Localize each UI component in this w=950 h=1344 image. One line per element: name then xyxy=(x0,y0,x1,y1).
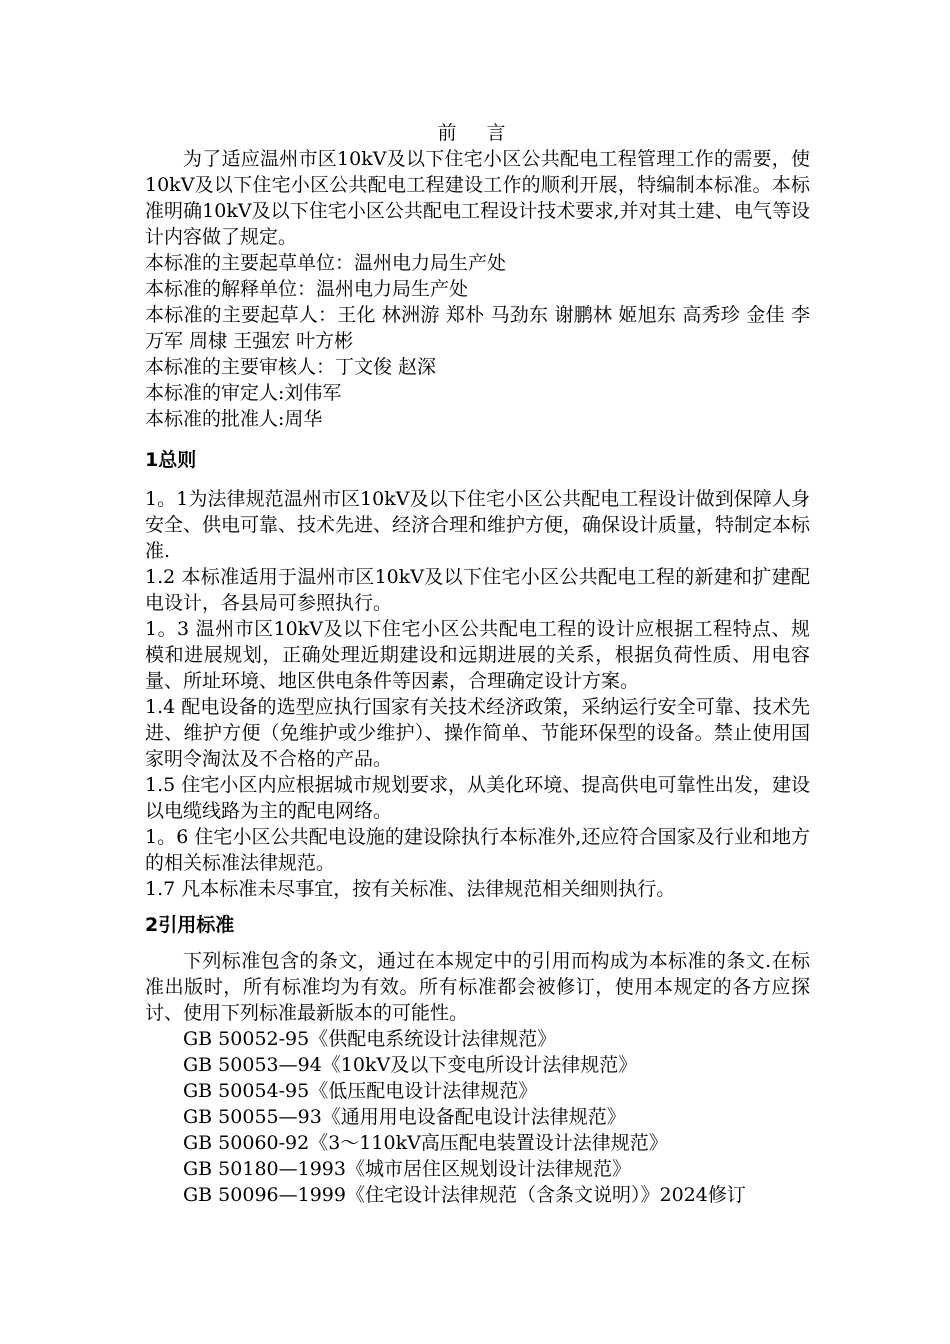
preface-title: 前 言 xyxy=(437,122,518,144)
drafters: 本标准的主要起草人：王化 林洲游 郑朴 马劲东 谢鹏林 姬旭东 高秀珍 金佳 李万军 周棣 王强宏 叶方彬 xyxy=(145,304,810,352)
standard-item: GB 50052-95《供配电系统设计法律规范》 xyxy=(183,1028,557,1050)
section-2-title: 2引用标准 xyxy=(145,914,235,936)
clause-1-4: 1.4 配电设备的选型应执行国家有关技术经济政策，采纳运行安全可靠、技术先进、维护方便（免维护或少维护）、操作简单、节能环保型的设备。禁止使用国家明令淘汰及不合格的产品。 xyxy=(145,696,810,770)
preface-intro: 为了适应温州市区10kV及以下住宅小区公共配电工程管理工作的需要，使10kV及以下住宅小区公共配电工程建设工作的顺利开展，特编制本标准。本标准明确10kV及以下住宅小区公共配电工程设计技术要求,并对其土建、电气等设计内容做了规定。 xyxy=(145,148,810,248)
standard-item: GB 50055—93《通用用电设备配电设计法律规范》 xyxy=(183,1106,626,1128)
clause-1-5: 1.5 住宅小区内应根据城市规划要求，从美化环境、提高供电可靠性出发，建设以电缆线路为主的配电网络。 xyxy=(145,774,810,822)
clause-1-7: 1.7 凡本标准未尽事宜，按有关标准、法律规范相关细则执行。 xyxy=(145,878,676,900)
standard-item: GB 50054-95《低压配电设计法律规范》 xyxy=(183,1080,538,1102)
standard-item: GB 50053—94《10kV及以下变电所设计法律规范》 xyxy=(183,1054,638,1076)
section-2-intro: 下列标准包含的条文，通过在本规定中的引用而构成为本标准的条文.在标准出版时，所有标准均为有效。所有标准都会被修订，使用本规定的各方应探讨、使用下列标准最新版本的可能性。 xyxy=(145,950,810,1024)
approver-check: 本标准的审定人:刘伟军 xyxy=(145,382,342,404)
drafting-unit: 本标准的主要起草单位：温州电力局生产处 xyxy=(145,252,507,274)
interpreting-unit: 本标准的解释单位：温州电力局生产处 xyxy=(145,278,469,300)
document-body xyxy=(145,120,810,1208)
clause-1-6: 1。6 住宅小区公共配电设施的建设除执行本标准外,还应符合国家及行业和地方的相关标准法律规范。 xyxy=(145,826,810,874)
standard-item: GB 50060-92《3～110kV高压配电装置设计法律规范》 xyxy=(183,1132,668,1154)
standard-item: GB 50180—1993《城市居住区规划设计法律规范》 xyxy=(183,1158,631,1180)
clause-1-2: 1.2 本标准适用于温州市区10kV及以下住宅小区公共配电工程的新建和扩建配电设计，各县局可参照执行。 xyxy=(145,566,810,614)
standard-item: GB 50096—1999《住宅设计法律规范（含条文说明）》2024修订 xyxy=(183,1184,746,1206)
approver: 本标准的批准人:周华 xyxy=(145,408,323,430)
section-1-title: 1总则 xyxy=(145,449,197,471)
reviewers: 本标准的主要审核人：丁文俊 赵深 xyxy=(145,356,437,378)
clause-1-1: 1。1为法律规范温州市区10kV及以下住宅小区公共配电工程设计做到保障人身安全、供电可靠、技术先进、经济合理和维护方便，确保设计质量，特制定本标准. xyxy=(145,488,811,562)
clause-1-3: 1。3 温州市区10kV及以下住宅小区公共配电工程的设计应根据工程特点、规模和进展规划，正确处理近期建设和远期进展的关系，根据负荷性质、用电容量、所址环境、地区供电条件等因素，合理确定设计方案。 xyxy=(145,618,810,692)
referenced-standards-list xyxy=(145,1026,810,1208)
